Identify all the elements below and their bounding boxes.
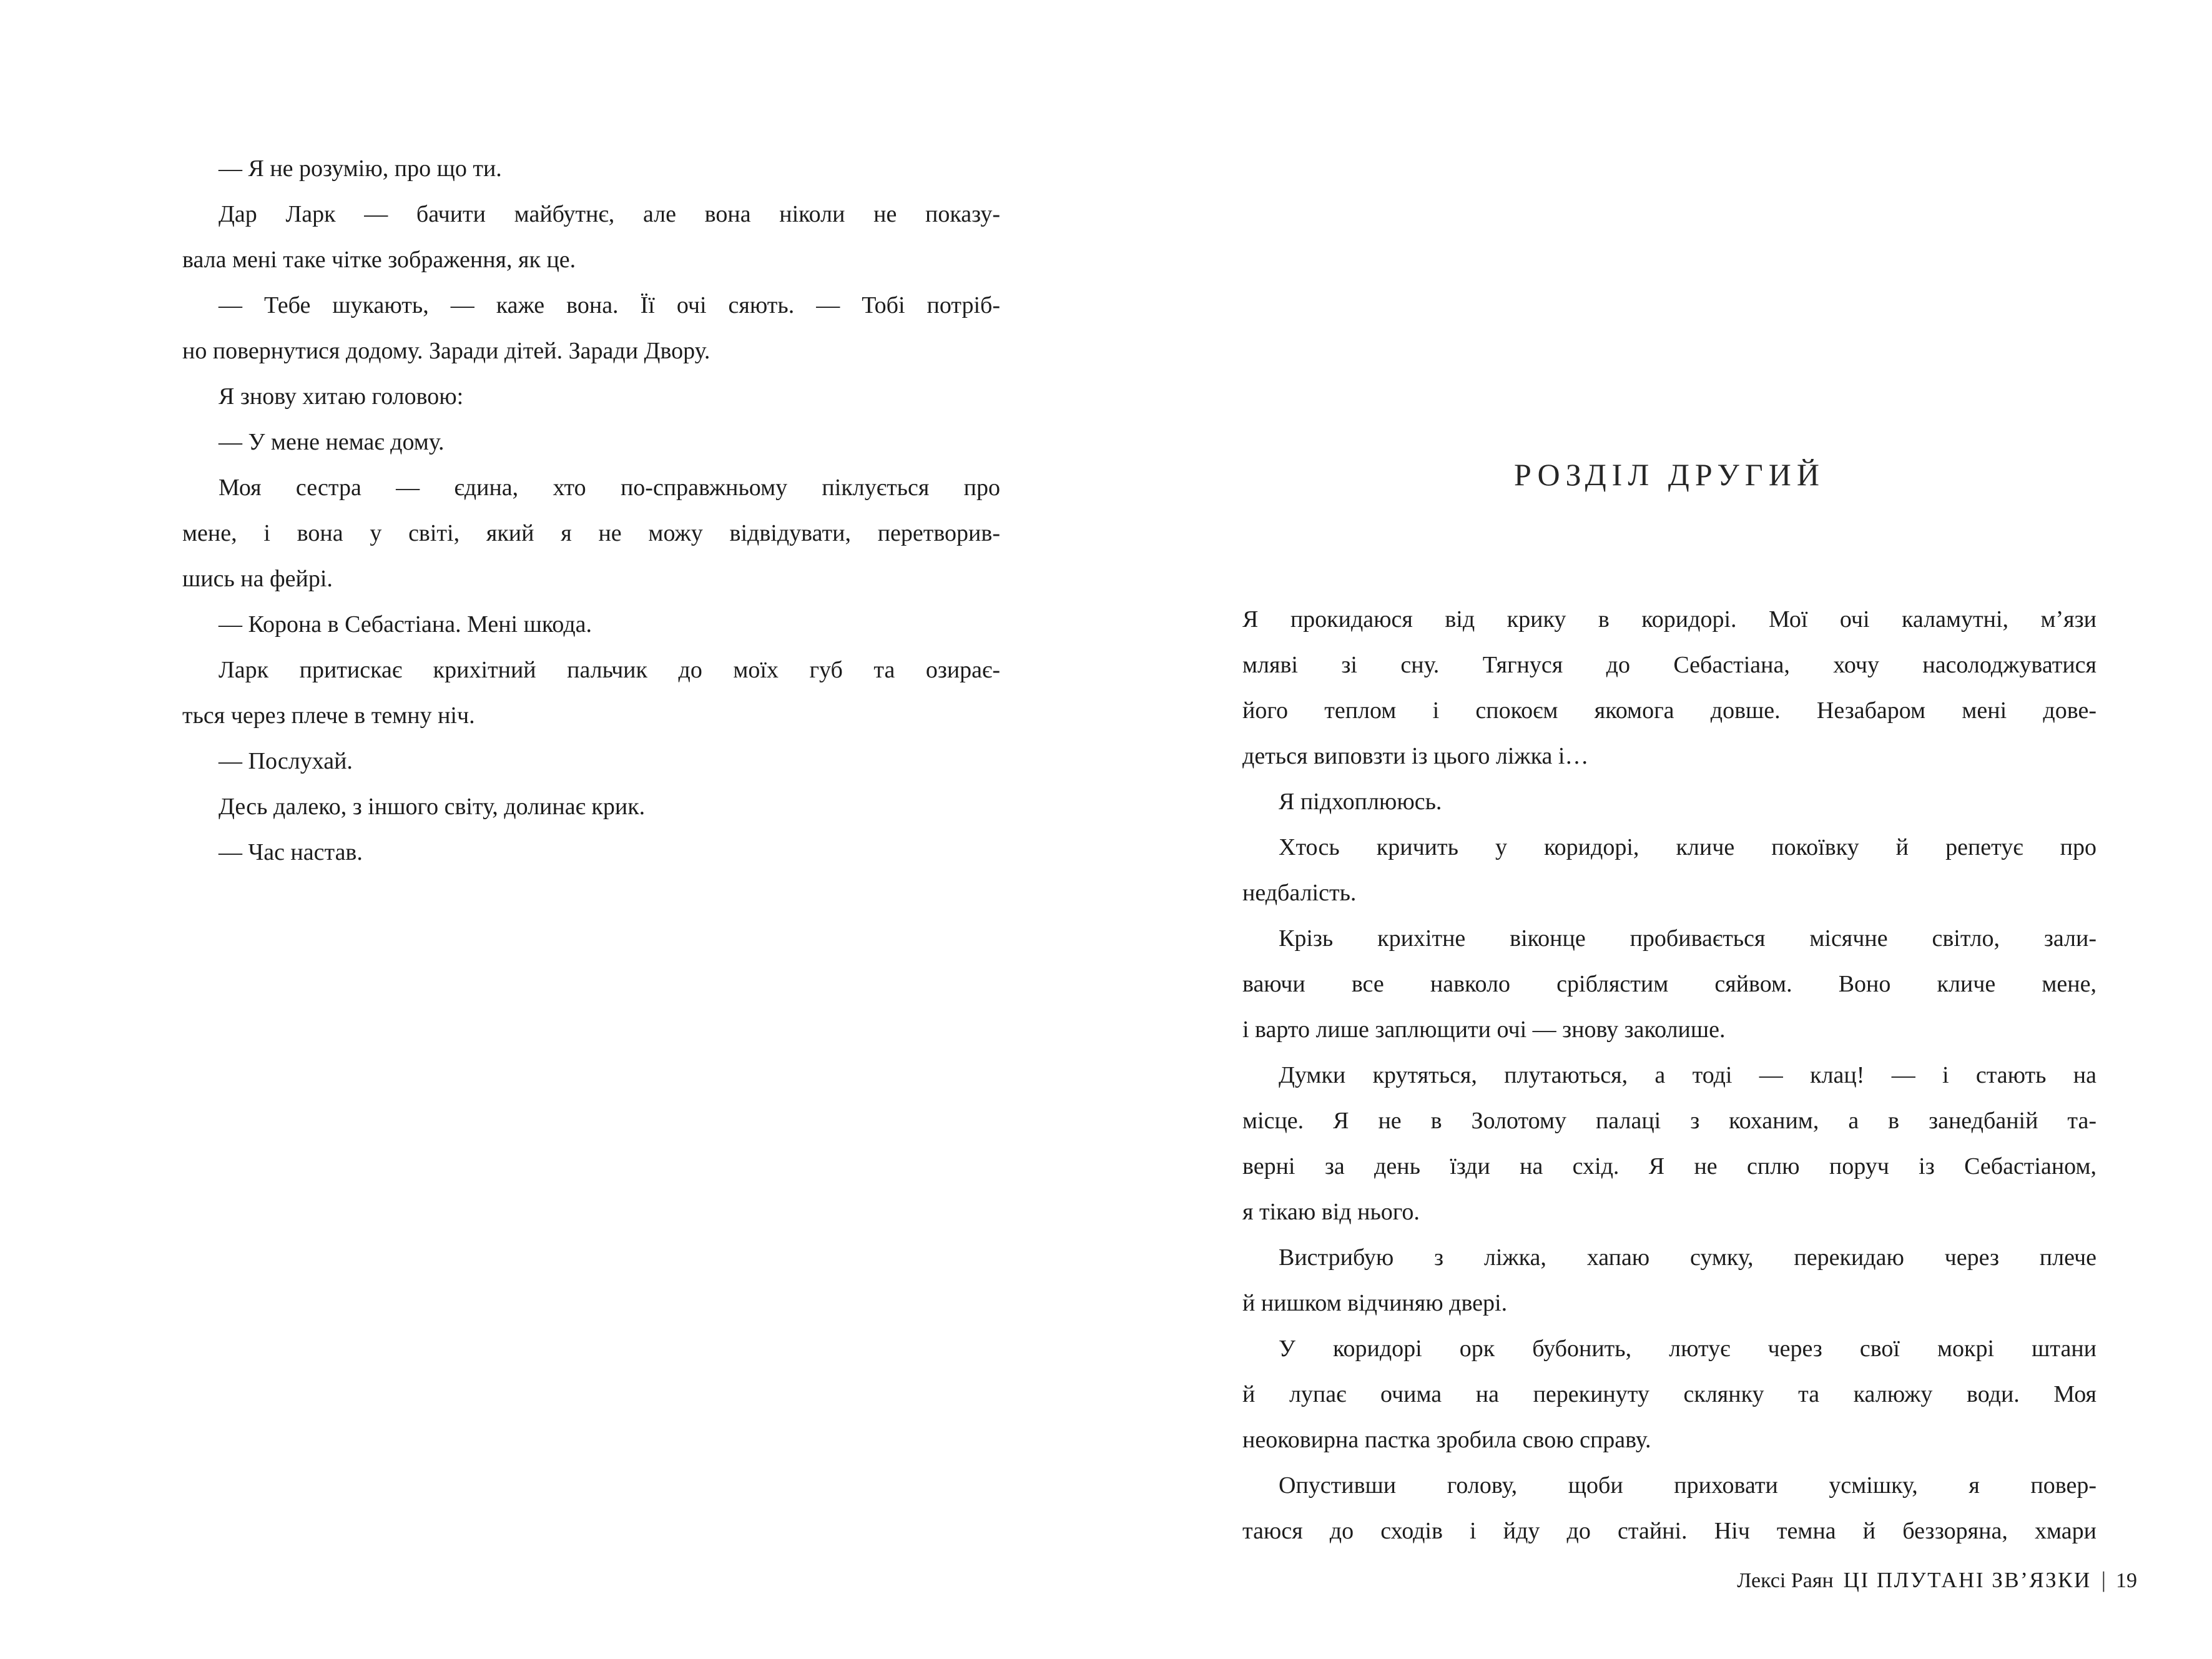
text-line: мляві зі сну. Тягнуся до Себастіана, хочу насолоджуватися [1242,652,2096,678]
text-line: Думки крутяться, плутаються, а тоді — клац! — і стають на [1279,1062,2096,1088]
text-line: — Послухай. [219,748,353,774]
chapter-heading: РОЗДІЛ ДРУГИЙ [1514,457,1825,492]
text-line: Хтось кричить у коридорі, кличе покоївку й репетує про [1279,834,2096,860]
text-line: — Тебе шукають, — каже вона. Її очі сяють. — Тобі потріб- [219,292,1000,318]
text-line: Я прокидаюся від крику в коридорі. Мої очі каламутні, м’язи [1242,606,2096,633]
text-line: таюся до сходів і йду до стайні. Ніч темна й беззоряна, хмари [1242,1518,2096,1544]
right-page-text [1242,597,2096,1554]
left-page-text [182,146,1000,875]
text-line: верні за день їзди на схід. Я не сплю поруч із Себастіаном, [1242,1153,2096,1179]
text-line: Моя сестра — єдина, хто по-справжньому піклується про [219,475,1000,501]
text-line: — Корона в Себастіана. Мені шкода. [219,611,592,638]
footer-book-title: ЦІ ПЛУТАНІ ЗВ’ЯЗКИ [1843,1568,2092,1592]
text-line: Я підхоплююсь. [1279,789,1442,815]
text-line: вала мені таке чітке зображення, як це. [182,247,576,273]
text-line: Десь далеко, з іншого світу, долинає крик. [219,794,646,820]
text-line: неоковирна пастка зробила свою справу. [1242,1427,1651,1453]
text-line: шись на фейрі. [182,566,333,592]
footer-author: Лексі Раян [1737,1569,1834,1592]
text-line: но повернутися додому. Заради дітей. Заради Двору. [182,338,710,364]
text-line: — У мене немає дому. [219,429,445,455]
text-line: Крізь крихітне віконце пробивається місячне світло, зали- [1279,925,2096,952]
text-line: недбалість. [1242,880,1357,906]
text-line: Я знову хитаю головою: [219,383,464,410]
text-line: й нишком відчиняю двері. [1242,1290,1508,1316]
text-line: Опустивши голову, щоби приховати усмішку, я повер- [1279,1472,2096,1499]
text-line: ваючи все навколо сріблястим сяйвом. Воно кличе мене, [1242,971,2096,997]
text-line: мене, і вона у світі, який я не можу відвідувати, перетворив- [182,520,1000,546]
text-line: місце. Я не в Золотому палаці з коханим, а в занедбаній та- [1242,1108,2096,1134]
text-line: Дар Ларк — бачити майбутнє, але вона ніколи не показу- [219,201,1000,227]
text-line: ться через плече в темну ніч. [182,702,475,729]
text-line: — Я не розумію, про що ти. [219,155,502,182]
text-line: Ларк притискає крихітний пальчик до моїх губ та озирає- [219,657,1000,683]
text-line: деться виповзти із цього ліжка і… [1242,743,1589,769]
text-line: й лупає очима на перекинуту склянку та калюжу води. Моя [1242,1381,2096,1407]
text-line: Вистрибую з ліжка, хапаю сумку, перекидаю через плече [1279,1244,2096,1271]
text-line: його теплом і спокоєм якомога довше. Незабаром мені дове- [1242,697,2096,724]
text-line: і варто лише заплющити очі — знову заколише. [1242,1017,1726,1043]
footer-separator: | [2101,1567,2106,1592]
footer-page-number: 19 [2116,1569,2137,1592]
page-footer [1737,1565,2137,1596]
text-line: я тікаю від нього. [1242,1199,1420,1225]
text-line: У коридорі орк бубонить, лютує через свої мокрі штани [1279,1336,2096,1362]
text-line: — Час настав. [219,839,363,865]
